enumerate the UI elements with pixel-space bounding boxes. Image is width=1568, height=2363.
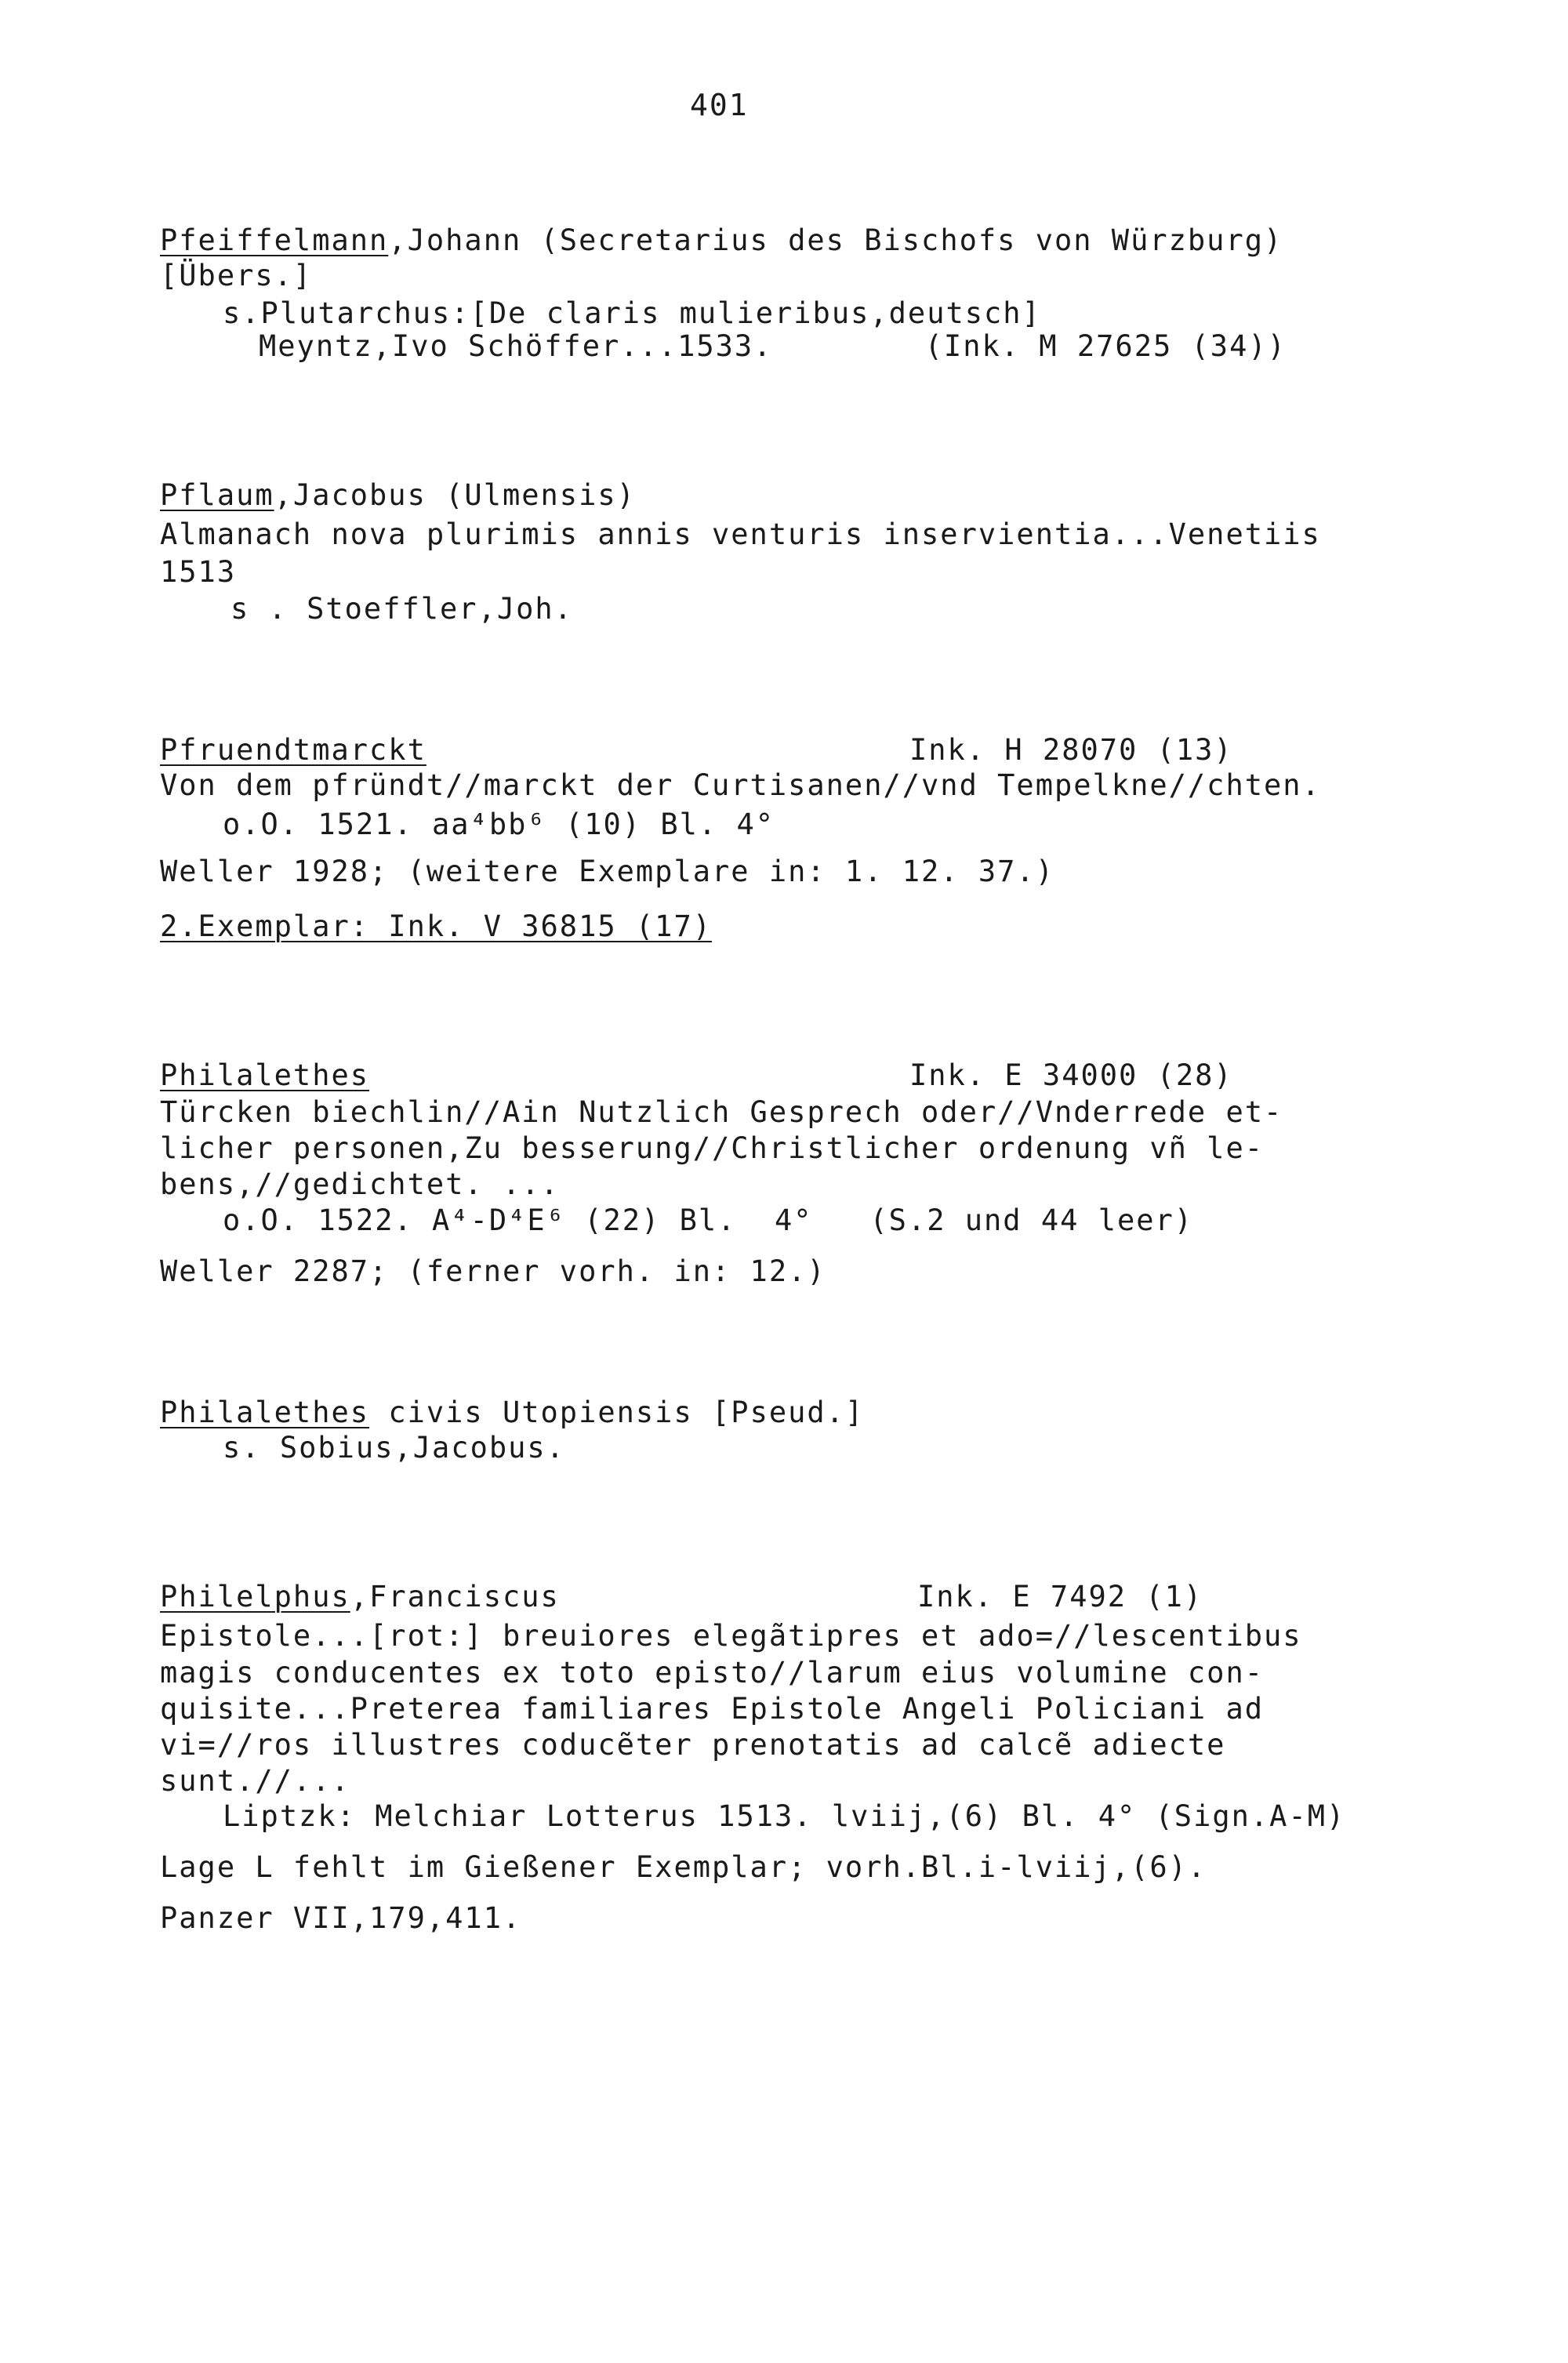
entry-line: 1513 [160, 555, 237, 589]
entry-line: Weller 1928; (weitere Exemplare in: 1. 12. 37.) [160, 855, 1054, 888]
entry-line: Lage L fehlt im Gießener Exemplar; vorh.Bl.i-lviij,(6). [160, 1850, 1207, 1884]
entry-name: Philelphus [160, 1580, 350, 1613]
entry-heading [160, 733, 426, 768]
entry-heading [160, 1580, 560, 1614]
entry-line: [Übers.] [160, 259, 313, 292]
entry-line: Liptzk: Melchiar Lotterus 1513. lviij,(6) Bl. 4° (Sign.A-M) [223, 1799, 1346, 1833]
entry-heading-rest: civis Utopiensis [Pseud.] [369, 1396, 865, 1429]
entry-name: Pflaum [160, 478, 274, 512]
entry-line: Almanach nova plurimis annis venturis inservientia...Venetiis [160, 517, 1321, 551]
entry-line: Türcken biechlin//Ain Nutzlich Gesprech oder//Vnderrede et- [160, 1095, 1283, 1129]
entry-heading-rest: ,Jacobus (Ulmensis) [274, 478, 636, 512]
entry-name: Pfeiffelmann [160, 223, 389, 257]
entry-reference: Ink. E 34000 (28) [909, 1058, 1233, 1092]
entry-heading [160, 1058, 369, 1093]
entry-line: quisite...Preterea familiares Epistole Angeli Policiani ad [160, 1692, 1265, 1726]
entry-line: s.Plutarchus:[De claris mulieribus,deutsch] [223, 296, 1041, 330]
entry-name: Philalethes [160, 1058, 370, 1092]
entry-line: magis conducentes ex toto episto//larum eius volumine con- [160, 1656, 1265, 1690]
entry-line: bens,//gedichtet. ... [160, 1167, 560, 1201]
entry-line: vi=//ros illustres coducẽter prenotatis ad calcẽ adiecte [160, 1728, 1226, 1762]
entry-name: Pfruendtmarckt [160, 733, 426, 767]
entry-line: Von dem pfründt//marckt der Curtisanen//vnd Tempelkne//chten. [160, 768, 1321, 802]
entry-name: Philalethes [160, 1396, 370, 1429]
entry-line: s . Stoeffler,Joh. [230, 592, 573, 626]
entry-line: Epistole...[rot:] breuiores elegãtipres et ado=//lescentibus [160, 1619, 1302, 1653]
entry-line: licher personen,Zu besserung//Christlicher ordenung vñ le- [160, 1131, 1265, 1165]
entry-line: o.O. 1522. A⁴-D⁴E⁶ (22) Bl. 4° (S.2 und 44 leer) [223, 1203, 1194, 1237]
entry-heading [160, 223, 1283, 258]
entry-heading [160, 478, 636, 513]
entry-line: 2.Exemplar: Ink. V 36815 (17) [160, 909, 713, 943]
entry-line: Panzer VII,179,411. [160, 1901, 522, 1935]
entry-line: Weller 2287; (ferner vorh. in: 12.) [160, 1254, 826, 1288]
entry-line: sunt.//... [160, 1764, 350, 1798]
entry-heading [160, 1396, 864, 1430]
entry-line: o.O. 1521. aa⁴bb⁶ (10) Bl. 4° [223, 808, 775, 841]
entry-heading-rest: ,Franciscus [350, 1580, 560, 1613]
entry-reference: Ink. H 28070 (13) [909, 733, 1233, 767]
entry-heading-rest: ,Johann (Secretarius des Bischofs von Würzburg) [388, 223, 1283, 257]
entry-reference: Ink. E 7492 (1) [917, 1580, 1203, 1613]
page-number: 401 [690, 88, 749, 122]
entry-line: Meyntz,Ivo Schöffer...1533. (Ink. M 27625 (34)) [259, 329, 1287, 363]
entry-line: s. Sobius,Jacobus. [223, 1431, 565, 1465]
